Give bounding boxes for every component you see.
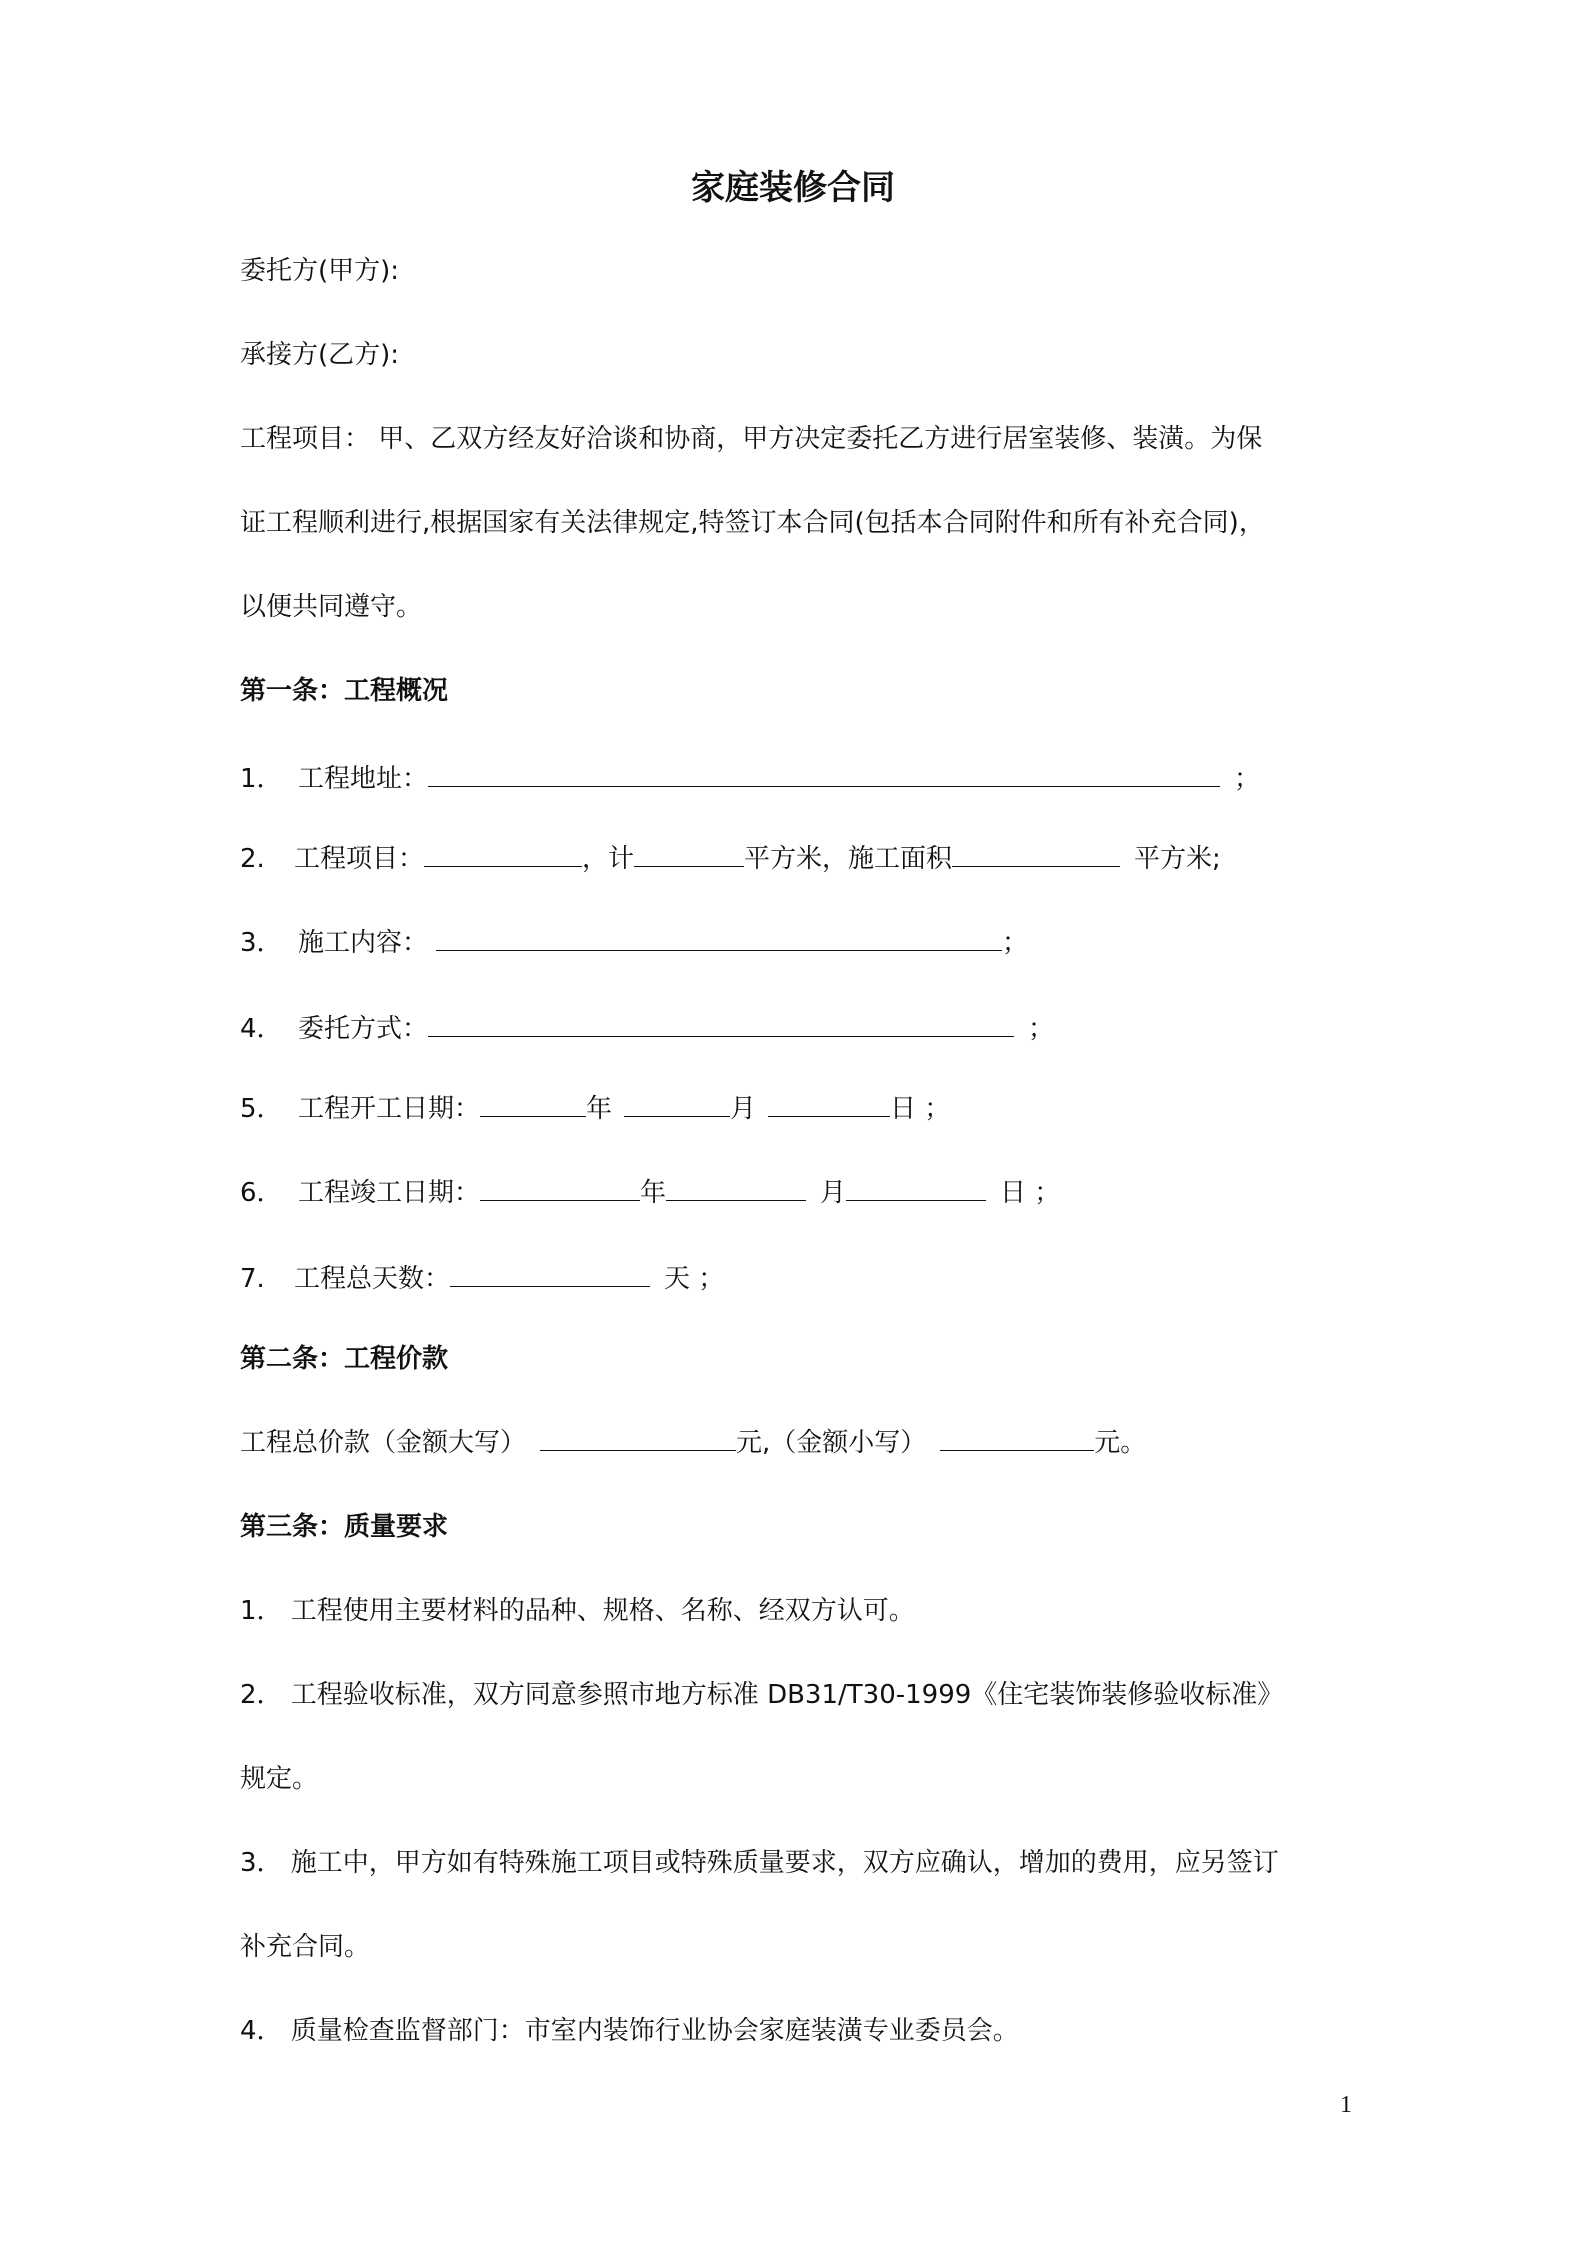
quality-item-2-line-2: 规定。	[240, 1764, 319, 1794]
item-number: 2.	[240, 844, 265, 874]
article-2-heading: 第二条：工程价款	[240, 1344, 449, 1374]
article-3-heading: 第三条：质量要求	[240, 1512, 449, 1542]
quality-item-3-line-2: 补充合同。	[240, 1932, 371, 1962]
price-uppercase-blank[interactable]	[540, 1426, 736, 1451]
completion-month-blank[interactable]	[666, 1176, 806, 1201]
construction-content-blank[interactable]	[436, 926, 1002, 951]
project-item-blank[interactable]	[424, 842, 582, 867]
quality-item-3-line-1: 3． 施工中，甲方如有特殊施工项目或特殊质量要求，双方应确认，增加的费用，应另签订	[240, 1848, 1279, 1878]
document-title: 家庭装修合同	[691, 168, 895, 208]
total-price-line	[240, 1426, 1146, 1460]
intro-line-3: 以便共同遵守。	[240, 592, 423, 622]
quality-item-1: 1． 工程使用主要材料的品种、规格、名称、经双方认可。	[240, 1596, 915, 1626]
party-b-line: 承接方(乙方):	[240, 340, 400, 370]
quality-item-4: 4． 质量检查监督部门：市室内装饰行业协会家庭装潢专业委员会。	[240, 2016, 1019, 2046]
month-label: 月	[820, 1178, 847, 1208]
line-end: ；	[1028, 1014, 1055, 1044]
item-number: 7.	[240, 1264, 265, 1294]
start-date-line	[240, 1092, 950, 1126]
line-end: ；	[1002, 928, 1029, 958]
start-date-label: 工程开工日期：	[298, 1094, 481, 1124]
page-number: 1	[1340, 2092, 1352, 2118]
construction-area-blank[interactable]	[952, 842, 1120, 867]
area-label: ，计	[582, 844, 635, 874]
item-number: 4．	[240, 1014, 283, 1044]
commission-method-line	[240, 1012, 1054, 1046]
party-a-line: 委托方(甲方):	[240, 256, 400, 286]
price-uppercase-label: 工程总价款（金额大写）	[240, 1428, 527, 1458]
commission-method-blank[interactable]	[428, 1012, 1014, 1037]
quality-item-2-line-1: 2． 工程验收标准，双方同意参照市地方标准 DB31/T30-1999《住宅装饰装修验收标准》	[240, 1680, 1284, 1710]
item-number: 5．	[240, 1094, 283, 1124]
completion-year-blank[interactable]	[480, 1176, 640, 1201]
article-1-heading: 第一条：工程概况	[240, 676, 449, 706]
area-blank[interactable]	[634, 842, 744, 867]
item-number: 1．	[240, 764, 283, 794]
total-days-blank[interactable]	[450, 1262, 650, 1287]
year-label: 年	[586, 1094, 613, 1124]
start-day-blank[interactable]	[768, 1092, 890, 1117]
day-label: 日 ；	[890, 1094, 951, 1124]
line-end: ；	[1234, 764, 1261, 794]
construction-area-label: 平方米，施工面积	[744, 844, 953, 874]
intro-line-1: 工程项目： 甲、乙双方经友好洽谈和协商，甲方决定委托乙方进行居室装修、装潢。为保	[240, 424, 1263, 454]
item-number: 3．	[240, 928, 283, 958]
month-label: 月	[730, 1094, 757, 1124]
project-item-line	[240, 842, 1221, 876]
total-days-line	[240, 1262, 724, 1296]
construction-content-line	[240, 926, 1028, 960]
completion-day-blank[interactable]	[846, 1176, 986, 1201]
project-item-label: 工程项目：	[294, 844, 425, 874]
item-number: 6．	[240, 1178, 283, 1208]
total-days-label: 工程总天数：	[294, 1264, 451, 1294]
project-address-line	[240, 762, 1260, 796]
construction-content-label: 施工内容：	[298, 928, 429, 958]
year-label: 年	[640, 1178, 667, 1208]
start-month-blank[interactable]	[624, 1092, 730, 1117]
price-lowercase-blank[interactable]	[940, 1426, 1094, 1451]
commission-method-label: 委托方式：	[298, 1014, 429, 1044]
project-address-blank[interactable]	[428, 762, 1220, 787]
line-end: 天 ；	[664, 1264, 725, 1294]
project-address-label: 工程地址：	[298, 764, 429, 794]
intro-line-2: 证工程顺利进行,根据国家有关法律规定,特签订本合同(包括本合同附件和所有补充合同)，	[240, 508, 1265, 538]
area-unit: 平方米;	[1134, 844, 1221, 874]
completion-date-line	[240, 1176, 1060, 1210]
day-label: 日 ；	[1000, 1178, 1061, 1208]
start-year-blank[interactable]	[480, 1092, 586, 1117]
completion-date-label: 工程竣工日期：	[298, 1178, 481, 1208]
price-lowercase-label: 元,（金额小写）	[736, 1428, 927, 1458]
currency-unit: 元。	[1094, 1428, 1147, 1458]
